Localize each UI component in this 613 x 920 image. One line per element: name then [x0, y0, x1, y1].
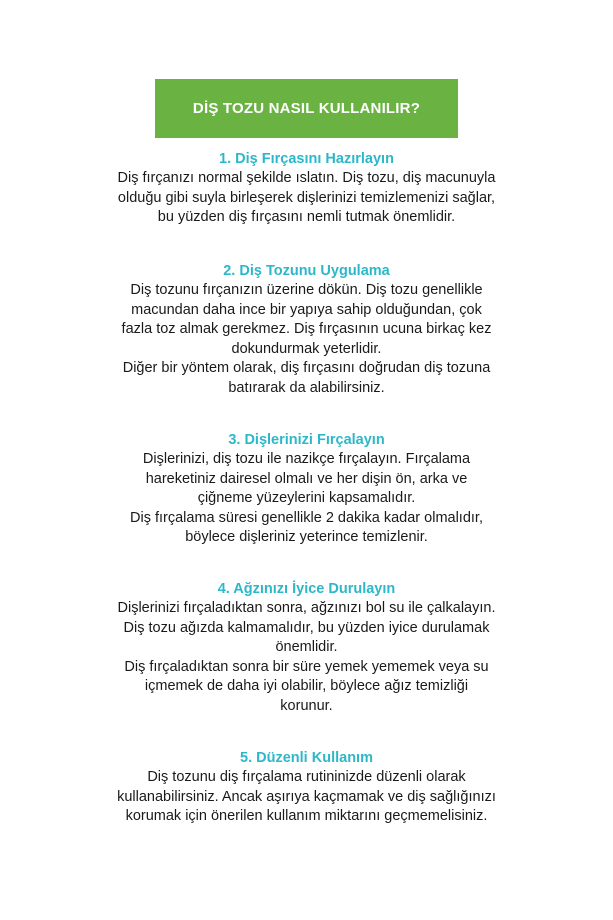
- step-text-line: böylece dişleriniz yeterince temizlenir.: [185, 529, 428, 545]
- step-text-line: Diş fırçalama süresi genellikle 2 dakika kadar olmalıdır,: [130, 509, 483, 526]
- step-heading: 3. Dişlerinizi Fırçalayın: [228, 432, 385, 448]
- step-text-line: içmemek de daha iyi olabilir, böylece ağız temizliği: [144, 678, 469, 694]
- step-text-line: korumak için önerilen kullanım miktarını geçmemelisiniz.: [125, 808, 488, 824]
- step-text-line: batırarak da alabilirsiniz.: [228, 379, 385, 396]
- step-text-line: önemlidir.: [275, 639, 338, 655]
- step-heading: 4. Ağzınızı İyice Durulayın: [217, 581, 396, 597]
- step-text-line: Diş tozu ağızda kalmamalıdır, bu yüzden iyice durulamak: [123, 619, 490, 636]
- step-text-line: çiğneme yüzeylerini kapsamalıdır.: [197, 490, 416, 506]
- step-text-line: olduğu gibi suyla birleşerek dişlerinizi temizlemenizi sağlar,: [117, 189, 496, 206]
- step-text-line: fazla toz almak gerekmez. Diş fırçasının ucuna birkaç kez: [121, 321, 492, 337]
- step-section-2: [0, 262, 613, 398]
- step-section-4: [0, 580, 613, 716]
- step-text-line: dokundurmak yeterlidir.: [231, 340, 382, 357]
- step-text-line: macundan daha ince bir yapıya sahip olduğundan, çok: [131, 301, 482, 318]
- step-heading: 2. Diş Tozunu Uygulama: [223, 263, 390, 279]
- step-text-line: kullanabilirsiniz. Ancak aşırıya kaçmamak ve diş sağlığınızı: [117, 788, 496, 805]
- step-text-line: korunur.: [280, 697, 333, 714]
- step-text-line: Diş tozunu diş fırçalama rutininizde düzenli olarak: [147, 769, 466, 785]
- step-text-line: Diğer bir yöntem olarak, diş fırçasını doğrudan diş tozuna: [122, 360, 491, 376]
- step-text-line: Diş fırçanızı normal şekilde ıslatın. Diş tozu, diş macunuyla: [117, 170, 496, 186]
- page-title: DİŞ TOZU NASIL KULLANILIR?: [192, 100, 421, 117]
- step-heading: 1. Diş Fırçasını Hazırlayın: [219, 151, 394, 167]
- step-text-line: Dişlerinizi fırçaladıktan sonra, ağzınızı bol su ile çalkalayın.: [117, 600, 496, 616]
- step-section-1: [0, 150, 613, 228]
- step-text-line: Dişlerinizi, diş tozu ile nazikçe fırçalayın. Fırçalama: [142, 451, 471, 467]
- step-heading: 5. Düzenli Kullanım: [240, 750, 373, 766]
- step-text-line: hareketiniz dairesel olmalı ve her dişin ön, arka ve: [145, 470, 468, 487]
- step-section-3: [0, 431, 613, 548]
- step-text-line: Diş tozunu fırçanızın üzerine dökün. Diş tozu genellikle: [130, 282, 483, 298]
- step-section-5: [0, 749, 613, 827]
- title-banner: [155, 79, 458, 138]
- step-text-line: Diş fırçaladıktan sonra bir süre yemek yememek veya su: [124, 658, 489, 675]
- step-text-line: bu yüzden diş fırçasını nemli tutmak önemlidir.: [157, 209, 456, 225]
